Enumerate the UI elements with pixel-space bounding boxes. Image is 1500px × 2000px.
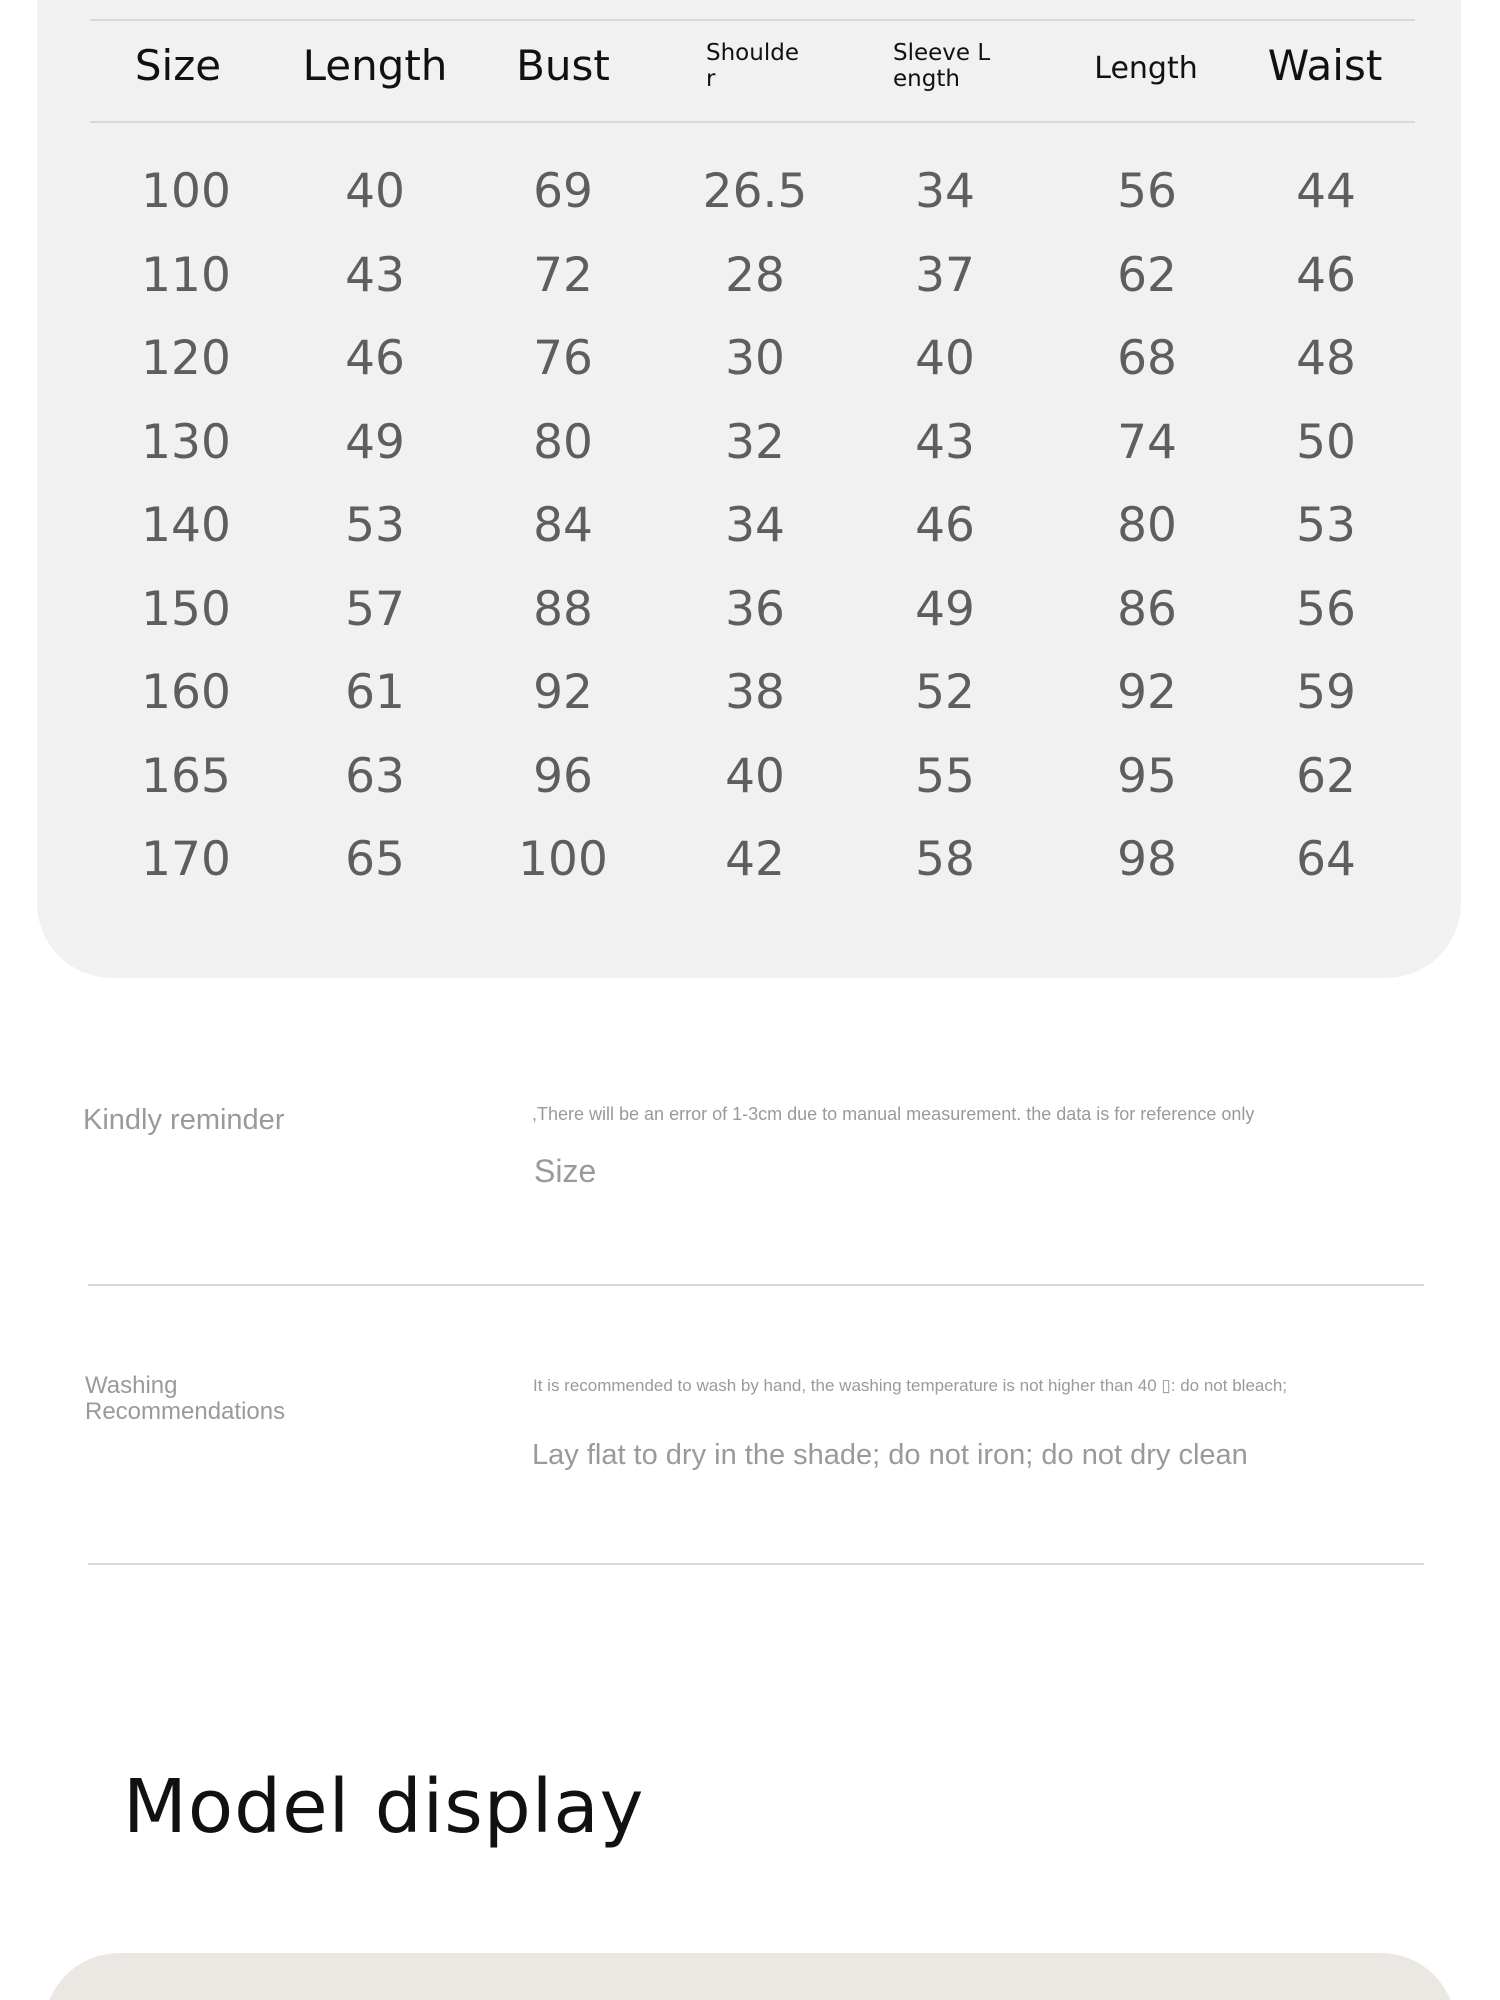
table-cell-waist: 59 — [1296, 665, 1356, 720]
table-cell-bust: 76 — [533, 331, 593, 386]
table-cell-shoulder: 30 — [725, 331, 785, 386]
column-header-bust: Bust — [516, 41, 610, 90]
table-cell-sleeve-length: 37 — [915, 247, 975, 303]
reminder-note: ,There will be an error of 1-3cm due to manual measurement. the data is for reference only — [532, 1104, 1255, 1124]
table-cell-pants-length: 86 — [1117, 581, 1177, 637]
table-top-divider — [90, 19, 1415, 21]
reminder-size-label: Size — [534, 1153, 597, 1189]
table-cell-bust: 92 — [533, 665, 593, 720]
table-cell-length: 43 — [345, 247, 405, 303]
table-cell-shoulder: 34 — [725, 498, 785, 553]
table-cell-sleeve-length: 46 — [915, 498, 975, 553]
table-cell-sleeve-length: 40 — [915, 331, 975, 386]
table-cell-pants-length: 62 — [1117, 247, 1177, 303]
table-cell-waist: 56 — [1296, 581, 1356, 637]
reminder-divider — [88, 1284, 1424, 1286]
table-cell-length: 53 — [345, 498, 405, 553]
table-cell-size: 100 — [141, 164, 231, 219]
table-cell-bust: 100 — [518, 832, 608, 887]
table-cell-waist: 46 — [1296, 247, 1356, 303]
table-cell-length: 65 — [345, 832, 405, 887]
table-cell-bust: 69 — [533, 164, 593, 219]
table-cell-sleeve-length: 52 — [915, 665, 975, 720]
table-cell-waist: 64 — [1296, 832, 1356, 887]
table-cell-bust: 84 — [533, 498, 593, 553]
table-cell-pants-length: 95 — [1117, 748, 1177, 804]
washing-instruction-line1: It is recommended to wash by hand, the washing temperature is not higher than 40 ▯: do not bleach; — [533, 1376, 1288, 1395]
table-cell-sleeve-length: 49 — [915, 581, 975, 637]
model-display-panel — [44, 1953, 1456, 2000]
table-cell-sleeve-length: 58 — [915, 832, 975, 887]
table-cell-size: 130 — [141, 414, 231, 470]
table-cell-pants-length: 80 — [1117, 498, 1177, 553]
table-cell-waist: 44 — [1296, 164, 1356, 219]
table-cell-length: 46 — [345, 331, 405, 386]
table-cell-sleeve-length: 55 — [915, 748, 975, 804]
table-cell-size: 140 — [141, 498, 231, 553]
table-cell-length: 61 — [345, 665, 405, 720]
reminder-label: Kindly reminder — [83, 1104, 285, 1136]
table-cell-shoulder: 28 — [725, 247, 785, 303]
table-cell-sleeve-length: 34 — [915, 164, 975, 219]
table-cell-bust: 96 — [533, 748, 593, 804]
table-cell-length: 63 — [345, 748, 405, 804]
table-cell-pants-length: 68 — [1117, 331, 1177, 386]
column-header-pants-length: Length — [1094, 51, 1198, 86]
table-cell-bust: 72 — [533, 247, 593, 303]
table-cell-size: 170 — [141, 832, 231, 887]
column-header-sleeve-length: Sleeve L ength — [893, 40, 991, 92]
table-cell-size: 150 — [141, 581, 231, 637]
table-cell-shoulder: 36 — [725, 581, 785, 637]
table-cell-shoulder: 38 — [725, 665, 785, 720]
table-cell-size: 160 — [141, 665, 231, 720]
washing-instruction-line2: Lay flat to dry in the shade; do not iron; do not dry clean — [532, 1439, 1248, 1471]
table-cell-length: 57 — [345, 581, 405, 637]
column-header-size: Size — [134, 41, 222, 90]
table-header-divider — [90, 121, 1415, 123]
table-cell-pants-length: 98 — [1117, 832, 1177, 887]
column-header-length: Length — [302, 41, 448, 90]
model-display-title: Model display — [123, 1764, 645, 1850]
column-header-waist: Waist — [1267, 41, 1383, 90]
table-cell-waist: 50 — [1296, 414, 1356, 470]
washing-divider — [88, 1563, 1424, 1565]
table-cell-size: 165 — [141, 748, 231, 804]
table-cell-bust: 88 — [533, 581, 593, 637]
washing-label: Washing Recommendations — [85, 1372, 286, 1425]
table-cell-length: 40 — [345, 164, 405, 219]
table-cell-waist: 48 — [1296, 331, 1356, 386]
table-cell-waist: 62 — [1296, 748, 1356, 804]
table-cell-size: 110 — [141, 247, 231, 303]
table-cell-bust: 80 — [533, 414, 593, 470]
table-cell-pants-length: 56 — [1117, 164, 1177, 219]
table-cell-shoulder: 40 — [725, 748, 785, 804]
column-header-shoulder: Shoulde r — [706, 40, 799, 92]
table-cell-shoulder: 26.5 — [702, 164, 808, 219]
table-cell-pants-length: 74 — [1117, 414, 1177, 470]
table-cell-size: 120 — [141, 331, 231, 386]
table-cell-shoulder: 42 — [725, 832, 785, 887]
table-cell-waist: 53 — [1296, 498, 1356, 553]
table-cell-sleeve-length: 43 — [915, 414, 975, 470]
table-cell-pants-length: 92 — [1117, 665, 1177, 720]
table-cell-length: 49 — [345, 414, 405, 470]
table-cell-shoulder: 32 — [725, 414, 785, 470]
